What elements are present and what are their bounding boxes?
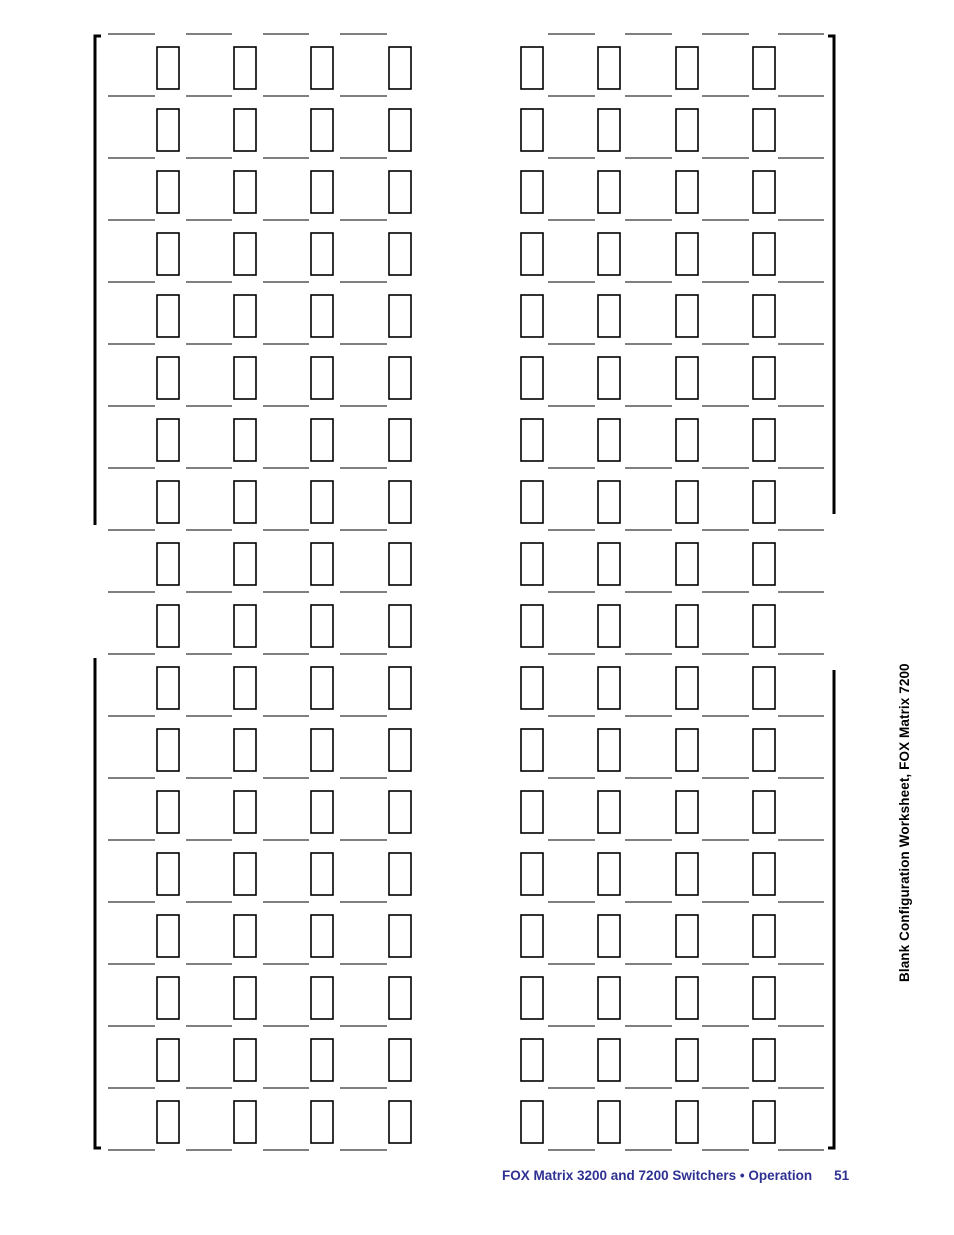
entry-box [753,667,775,709]
entry-box [234,1039,256,1081]
entry-box [676,109,698,151]
worksheet-entry-lines [108,34,824,1150]
entry-box [753,481,775,523]
entry-box [753,543,775,585]
entry-box [157,791,179,833]
entry-box [676,233,698,275]
entry-box [157,977,179,1019]
entry-box [389,47,411,89]
entry-box [753,357,775,399]
entry-box [311,47,333,89]
entry-box [521,233,543,275]
entry-box [753,1039,775,1081]
entry-box [598,357,620,399]
entry-box [157,667,179,709]
entry-box [234,791,256,833]
entry-box [234,171,256,213]
entry-box [389,791,411,833]
entry-box [389,1039,411,1081]
entry-box [311,233,333,275]
entry-box [311,791,333,833]
entry-box [753,729,775,771]
entry-box [389,667,411,709]
entry-box [389,357,411,399]
entry-box [521,543,543,585]
entry-box [311,419,333,461]
entry-box [234,357,256,399]
entry-box [389,605,411,647]
entry-box [311,1101,333,1143]
entry-box [676,915,698,957]
entry-box [753,605,775,647]
entry-box [389,171,411,213]
entry-box [389,233,411,275]
entry-box [389,543,411,585]
entry-box [311,109,333,151]
entry-box [311,853,333,895]
entry-box [521,481,543,523]
bracket [828,670,834,1148]
entry-box [157,1101,179,1143]
bracket [95,36,101,525]
entry-box [234,667,256,709]
entry-box [311,977,333,1019]
entry-box [753,109,775,151]
entry-box [753,915,775,957]
entry-box [157,171,179,213]
entry-box [311,605,333,647]
entry-box [234,295,256,337]
entry-box [311,729,333,771]
entry-box [598,481,620,523]
entry-box [598,729,620,771]
entry-box [676,357,698,399]
entry-box [676,47,698,89]
entry-box [753,1101,775,1143]
entry-box [389,915,411,957]
entry-box [311,1039,333,1081]
entry-box [753,791,775,833]
entry-box [598,295,620,337]
entry-box [234,915,256,957]
entry-box [311,543,333,585]
entry-box [598,915,620,957]
entry-box [157,915,179,957]
entry-box [521,915,543,957]
entry-box [157,357,179,399]
entry-box [676,543,698,585]
entry-box [234,481,256,523]
entry-box [598,47,620,89]
entry-box [311,667,333,709]
page-number: 51 [834,1168,850,1183]
entry-box [521,853,543,895]
entry-box [676,295,698,337]
entry-box [598,1101,620,1143]
entry-box [521,977,543,1019]
entry-box [753,295,775,337]
entry-box [234,605,256,647]
entry-box [234,853,256,895]
entry-box [598,233,620,275]
worksheet-entry-boxes [157,47,775,1143]
entry-box [598,853,620,895]
entry-box [521,47,543,89]
entry-box [157,419,179,461]
entry-box [676,791,698,833]
entry-box [676,853,698,895]
entry-box [598,171,620,213]
entry-box [157,233,179,275]
entry-box [521,667,543,709]
entry-box [157,605,179,647]
entry-box [157,47,179,89]
entry-box [753,977,775,1019]
entry-box [598,419,620,461]
entry-box [311,481,333,523]
entry-box [676,605,698,647]
bracket [828,36,834,514]
entry-box [234,543,256,585]
entry-box [389,977,411,1019]
entry-box [598,791,620,833]
entry-box [389,295,411,337]
entry-box [753,853,775,895]
entry-box [234,47,256,89]
entry-box [598,543,620,585]
entry-box [389,109,411,151]
entry-box [234,233,256,275]
entry-box [389,419,411,461]
entry-box [157,1039,179,1081]
entry-box [521,171,543,213]
entry-box [389,729,411,771]
entry-box [676,1101,698,1143]
entry-box [521,1101,543,1143]
entry-box [521,109,543,151]
entry-box [521,791,543,833]
entry-box [521,1039,543,1081]
entry-box [753,233,775,275]
entry-box [676,171,698,213]
entry-box [389,481,411,523]
footer-text: FOX Matrix 3200 and 7200 Switchers • Operation [502,1168,813,1183]
entry-box [389,1101,411,1143]
entry-box [521,357,543,399]
entry-box [234,977,256,1019]
entry-box [676,1039,698,1081]
entry-box [753,419,775,461]
entry-box [234,419,256,461]
page-footer [502,1168,849,1183]
entry-box [676,977,698,1019]
side-title: Blank Configuration Worksheet, FOX Matrix 7200 [897,663,912,982]
entry-box [521,419,543,461]
entry-box [676,481,698,523]
entry-box [234,729,256,771]
entry-box [753,47,775,89]
entry-box [676,419,698,461]
entry-box [598,109,620,151]
entry-box [157,109,179,151]
entry-box [676,667,698,709]
entry-box [521,605,543,647]
entry-box [311,357,333,399]
entry-box [598,1039,620,1081]
entry-box [234,109,256,151]
entry-box [234,1101,256,1143]
entry-box [311,915,333,957]
entry-box [389,853,411,895]
entry-box [157,729,179,771]
entry-box [598,977,620,1019]
entry-box [753,171,775,213]
bracket [95,658,101,1148]
entry-box [311,295,333,337]
entry-box [521,729,543,771]
entry-box [157,853,179,895]
entry-box [676,729,698,771]
entry-box [157,481,179,523]
entry-box [157,543,179,585]
entry-box [521,295,543,337]
entry-box [598,667,620,709]
entry-box [598,605,620,647]
entry-box [311,171,333,213]
entry-box [157,295,179,337]
